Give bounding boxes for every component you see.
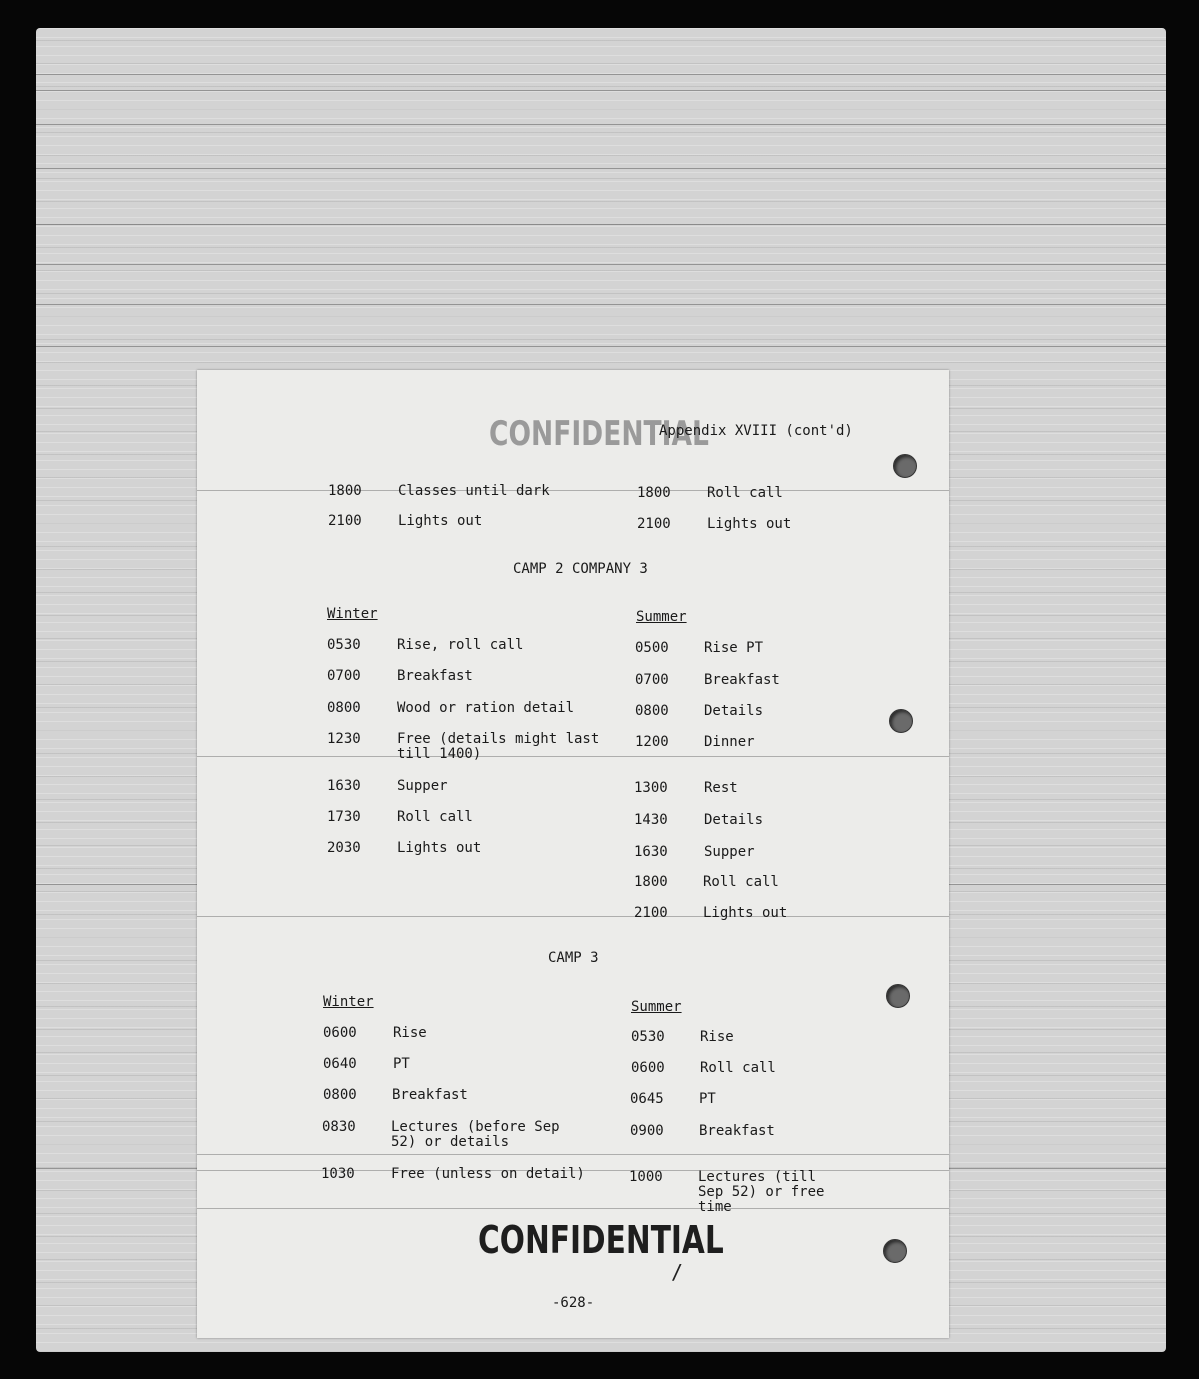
time-cell: 0830 (322, 1119, 356, 1135)
time-cell: 0600 (323, 1025, 357, 1041)
time-cell: 1730 (327, 809, 361, 825)
time-cell: 1630 (634, 844, 668, 860)
activity-cell: Lights out (398, 513, 483, 529)
activity-cell: Supper (704, 844, 755, 860)
time-cell: 1430 (634, 812, 668, 828)
time-cell: 2100 (328, 513, 362, 529)
activity-cell: Breakfast (392, 1087, 468, 1103)
time-cell: 1300 (634, 780, 668, 796)
time-cell: 0530 (631, 1029, 665, 1045)
time-cell: 0800 (635, 703, 669, 719)
activity-cell: Free (details might last till 1400) (397, 731, 600, 762)
confidential-stamp-bottom: CONFIDENTIAL (478, 1218, 724, 1262)
activity-cell: Lights out (703, 905, 788, 921)
time-cell: 2030 (327, 840, 361, 856)
time-cell: 1230 (327, 731, 361, 747)
activity-cell: Supper (397, 778, 448, 794)
time-cell: 0800 (323, 1087, 357, 1103)
time-cell: 0900 (630, 1123, 664, 1139)
activity-cell: Free (unless on detail) (391, 1166, 585, 1182)
activity-cell: Rest (704, 780, 738, 796)
summer-heading: Summer (631, 999, 682, 1015)
activity-cell: PT (393, 1056, 410, 1072)
activity-cell: Breakfast (699, 1123, 775, 1139)
time-cell: 1000 (629, 1169, 663, 1185)
activity-cell: Details (704, 812, 764, 828)
section-title: CAMP 3 (548, 950, 599, 966)
activity-cell: Rise, roll call (397, 637, 524, 653)
time-cell: 0800 (327, 700, 361, 716)
time-cell: 1030 (321, 1166, 355, 1182)
winter-heading: Winter (323, 994, 374, 1010)
time-cell: 0700 (327, 668, 361, 684)
activity-cell: Lights out (397, 840, 482, 856)
time-cell: 0600 (631, 1060, 665, 1076)
activity-cell: Roll call (707, 485, 783, 501)
activity-cell: Details (704, 703, 764, 719)
activity-cell: Rise (393, 1025, 427, 1041)
time-cell: 0700 (635, 672, 669, 688)
page-number: -628- (552, 1295, 595, 1311)
confidential-stamp-top: CONFIDENTIAL (489, 414, 709, 454)
activity-cell: Lectures (till Sep 52) or free time (698, 1169, 825, 1215)
time-cell: 0645 (630, 1091, 664, 1107)
pen-mark: / (671, 1260, 684, 1284)
activity-cell: Roll call (703, 874, 779, 890)
activity-cell: Breakfast (397, 668, 473, 684)
activity-cell: Classes until dark (398, 483, 550, 499)
activity-cell: PT (699, 1091, 716, 1107)
activity-cell: Lectures (before Sep 52) or details (391, 1119, 560, 1150)
document-page (197, 370, 949, 1338)
summer-heading: Summer (636, 609, 687, 625)
punch-hole (893, 454, 917, 478)
activity-cell: Rise PT (704, 640, 764, 656)
punch-hole (883, 1239, 907, 1263)
activity-cell: Wood or ration detail (397, 700, 575, 716)
time-cell: 2100 (637, 516, 671, 532)
winter-heading: Winter (327, 606, 378, 622)
section-title: CAMP 2 COMPANY 3 (513, 561, 648, 577)
time-cell: 1800 (634, 874, 668, 890)
punch-hole (889, 709, 913, 733)
time-cell: 1630 (327, 778, 361, 794)
punch-hole (886, 984, 910, 1008)
activity-cell: Rise (700, 1029, 734, 1045)
time-cell: 1800 (328, 483, 362, 499)
time-cell: 1800 (637, 485, 671, 501)
activity-cell: Lights out (707, 516, 792, 532)
time-cell: 0530 (327, 637, 361, 653)
time-cell: 1200 (635, 734, 669, 750)
activity-cell: Breakfast (704, 672, 780, 688)
activity-cell: Roll call (700, 1060, 776, 1076)
time-cell: 0640 (323, 1056, 357, 1072)
activity-cell: Roll call (397, 809, 473, 825)
time-cell: 2100 (634, 905, 668, 921)
time-cell: 0500 (635, 640, 669, 656)
activity-cell: Dinner (704, 734, 755, 750)
appendix-label: Appendix XVIII (cont'd) (659, 423, 853, 439)
